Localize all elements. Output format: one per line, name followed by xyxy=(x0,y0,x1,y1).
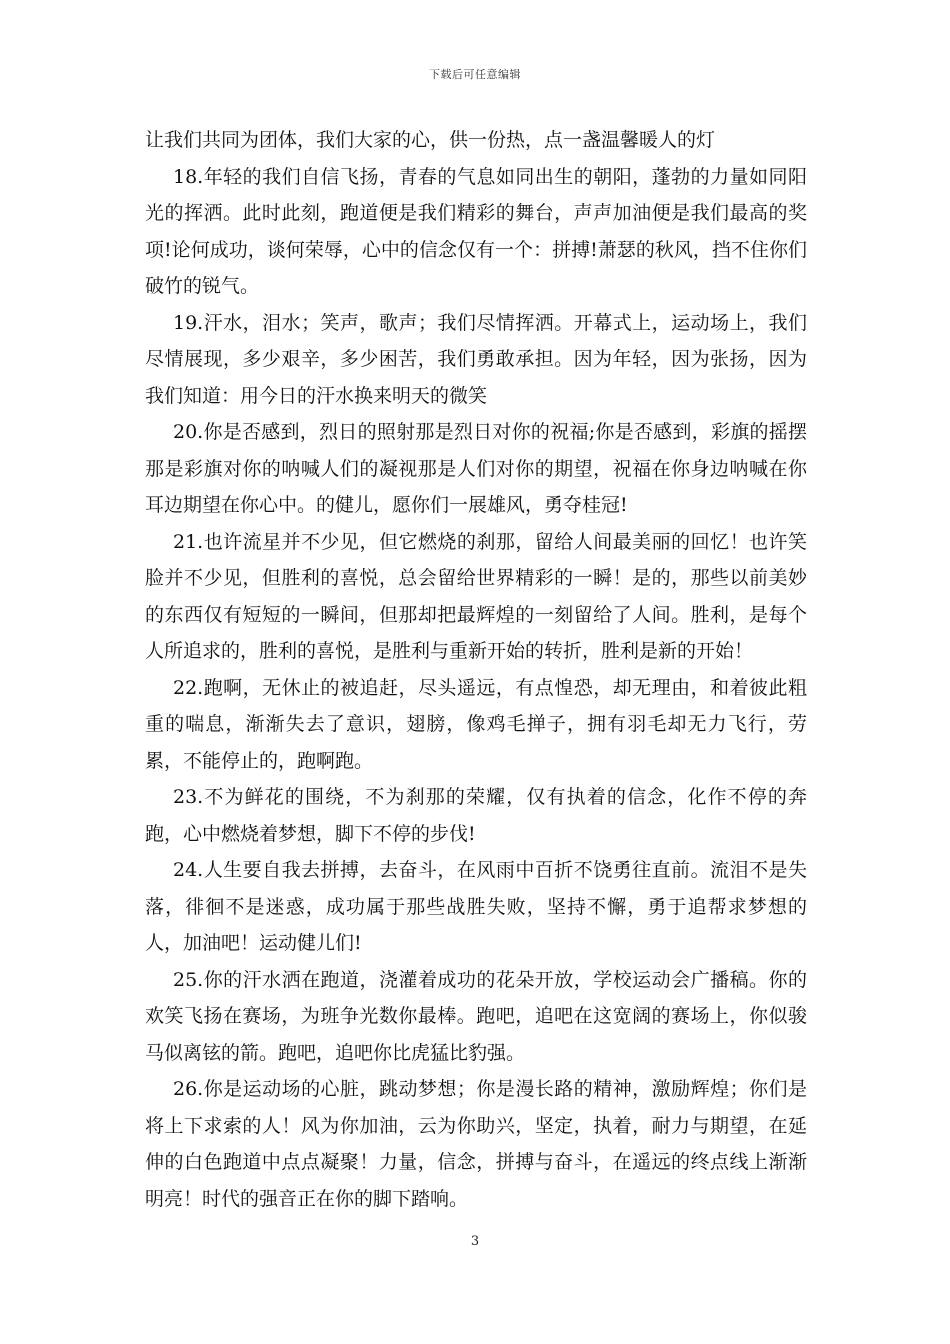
paragraph-21: 21.也许流星并不少见，但它燃烧的刹那，留给人间最美丽的回忆！也许笑脸并不少见，但胜利的喜悦，总会留给世界精彩的一瞬！是的，那些以前美妙的东西仅有短短的一瞬间，但那却把最辉煌的一刻留给了人间。胜利，是每个人所追求的，胜利的喜悦，是胜利与重新开始的转折，胜利是新的开始！ xyxy=(145,530,807,662)
paragraph-continuation: 让我们共同为团体，我们大家的心，供一份热，点一盏温馨暖人的灯 xyxy=(145,129,716,151)
document-body xyxy=(145,122,807,1217)
paragraph-19: 19.汗水，泪水；笑声，歌声；我们尽情挥洒。开幕式上，运动场上，我们尽情展现，多少艰辛，多少困苦，我们勇敢承担。因为年轻，因为张扬，因为我们知道：用今日的汗水换来明天的微笑 xyxy=(145,311,807,407)
page-number: 3 xyxy=(470,1234,480,1249)
paragraph-18: 18.年轻的我们自信飞扬，青春的气息如同出生的朝阳，蓬勃的力量如同阳光的挥洒。此时此刻，跑道便是我们精彩的舞台，声声加油便是我们最高的奖项!论何成功，谈何荣辱，心中的信念仅有一个：拼搏!萧瑟的秋风，挡不住你们破竹的锐气。 xyxy=(145,165,807,297)
page-header: 下载后可任意编辑 xyxy=(429,68,521,81)
paragraph-26: 26.你是运动场的心脏，跳动梦想；你是漫长路的精神，激励辉煌；你们是将上下求索的人！风为你加油，云为你助兴，坚定，执着，耐力与期望，在延伸的白色跑道中点点凝聚！力量，信念，拼搏与奋斗，在遥远的终点线上渐渐明亮！时代的强音正在你的脚下踏响。 xyxy=(145,1078,807,1210)
paragraph-25: 25.你的汗水洒在跑道，浇灌着成功的花朵开放，学校运动会广播稿。你的欢笑飞扬在赛场，为班争光数你最棒。跑吧，追吧在这宽阔的赛场上，你似骏马似离铉的箭。跑吧，追吧你比虎猛比豹强。 xyxy=(145,968,807,1064)
paragraph-22: 22.跑啊，无休止的被追赶，尽头遥远，有点惶恐，却无理由，和着彼此粗重的喘息，渐渐失去了意识，翅膀，像鸡毛掸子，拥有羽毛却无力飞行，劳累，不能停止的，跑啊跑。 xyxy=(145,676,807,772)
paragraph-20: 20.你是否感到，烈日的照射那是烈日对你的祝福;你是否感到，彩旗的摇摆那是彩旗对你的呐喊人们的凝视那是人们对你的期望，祝福在你身边呐喊在你耳边期望在你心中。的健儿，愿你们一展雄风，勇夺桂冠! xyxy=(145,421,807,516)
paragraph-23: 23.不为鲜花的围绕，不为刹那的荣耀，仅有执着的信念，化作不停的奔跑，心中燃烧着梦想，脚下不停的步伐! xyxy=(145,786,807,845)
paragraph-24: 24.人生要自我去拼搏，去奋斗，在风雨中百折不饶勇往直前。流泪不是失落，徘徊不是迷惑，成功属于那些战胜失败，坚持不懈，勇于追帮求梦想的人，加油吧！运动健儿们! xyxy=(145,859,807,954)
